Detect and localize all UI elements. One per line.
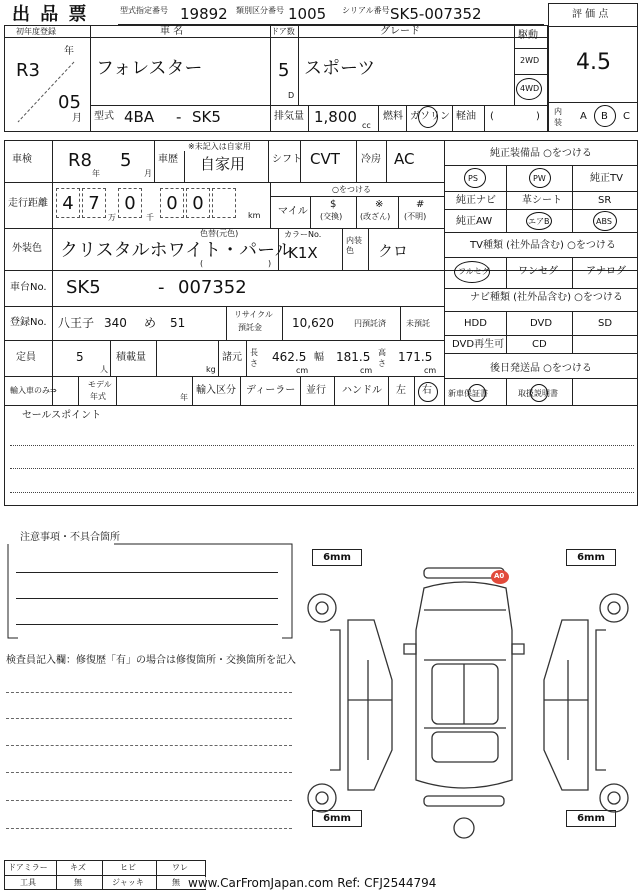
mileage-digit-1: 4 bbox=[56, 188, 80, 218]
width-unit: cm bbox=[360, 366, 373, 375]
height-value: 171.5 bbox=[398, 350, 433, 364]
recycle-label-2: 預託金 bbox=[238, 323, 262, 332]
drive-4wd: 4WD bbox=[520, 84, 540, 93]
shift-value: CVT bbox=[310, 150, 340, 168]
drive-2wd: 2WD bbox=[520, 56, 540, 65]
import-dealer: ディーラー bbox=[246, 385, 296, 396]
first-reg-label: 初年度登録 bbox=[16, 27, 56, 36]
capacity-value: 5 bbox=[76, 350, 84, 364]
length-unit: cm bbox=[296, 366, 309, 375]
width-value: 181.5 bbox=[336, 350, 371, 364]
later-title: 後日発送品 ○をつける bbox=[490, 363, 592, 374]
score-value: 4.5 bbox=[576, 50, 611, 75]
later-warranty: 新車保証書 bbox=[448, 389, 488, 398]
import-label: 輸入車のみ⇒ bbox=[10, 386, 57, 395]
handle-label: ハンドル bbox=[342, 385, 382, 396]
watermark: www.CarFromJapan.com Ref: CFJ2544794 bbox=[188, 876, 437, 890]
ac-label: 冷房 bbox=[361, 154, 381, 165]
notes-bracket bbox=[4, 538, 296, 644]
color-sub: 色替(元色) bbox=[200, 229, 239, 238]
displacement-value: 1,800 bbox=[314, 108, 357, 126]
import-model-year-1: モデル bbox=[88, 380, 112, 389]
tire-rear-right: 6mm bbox=[566, 810, 616, 827]
mileage-opt-unknown: (不明) bbox=[404, 212, 427, 221]
inspector-label: 検査員記入欄：修復歴「有」の場合は修復箇所・交換箇所を記入 bbox=[6, 655, 296, 666]
chassis-number: 007352 bbox=[178, 277, 247, 298]
first-reg-month: 05 bbox=[58, 92, 81, 113]
tv-analog: アナログ bbox=[586, 266, 626, 277]
handle-right: 右 bbox=[422, 385, 432, 396]
tire-rear-left: 6mm bbox=[312, 810, 362, 827]
serial-label: シリアル番号 bbox=[342, 6, 390, 15]
import-parallel: 並行 bbox=[306, 385, 326, 396]
handle-circle bbox=[418, 382, 438, 402]
first-reg-divider bbox=[14, 58, 78, 128]
grade-label: グレード bbox=[380, 26, 420, 37]
import-cat-label: 輸入区分 bbox=[196, 385, 236, 396]
tire-front-left: 6mm bbox=[312, 549, 362, 566]
model-value2: SK5 bbox=[192, 108, 221, 126]
capacity-label: 定員 bbox=[16, 352, 36, 363]
tv-title: TV種類 (社外品含む) ○をつける bbox=[470, 240, 616, 251]
legend-crack: ヒビ bbox=[120, 863, 136, 872]
legend-jack: ジャッキ bbox=[112, 878, 144, 887]
unregistered-note: ※未記入は自家用 bbox=[188, 142, 251, 151]
equip-abs: ABS bbox=[596, 217, 612, 226]
equip-airbag: エアB bbox=[528, 217, 550, 226]
interior-grade-label: 内装 bbox=[554, 107, 562, 127]
equip-pw: PW bbox=[533, 174, 546, 183]
mileage-opt-tamper-mark: ※ bbox=[375, 199, 384, 210]
length-value: 462.5 bbox=[272, 350, 307, 364]
mileage-digit-6 bbox=[212, 188, 236, 218]
ac-value: AC bbox=[394, 150, 415, 168]
legend-mirror: ドアミラー bbox=[8, 863, 48, 872]
model-dash: - bbox=[176, 108, 182, 126]
equip-pw-circle bbox=[529, 168, 551, 188]
fuel-paren-close: ) bbox=[536, 111, 540, 122]
mileage-man: 万 bbox=[108, 213, 116, 222]
mileage-opt-exchange: (交換) bbox=[320, 212, 343, 221]
doors-label: ドア数 bbox=[271, 27, 295, 36]
type-code: 19892 bbox=[180, 5, 228, 23]
serial-number: SK5-007352 bbox=[390, 5, 482, 23]
fuel-label: 燃料 bbox=[383, 111, 403, 122]
displacement-label: 排気量 bbox=[274, 111, 304, 122]
mileage-opt-unknown-mark: # bbox=[416, 199, 425, 210]
doors-value: 5 bbox=[278, 60, 290, 81]
recycle-label-1: リサイクル bbox=[234, 310, 273, 319]
notes-label: 注意事項・不具合箇所 bbox=[20, 532, 120, 543]
recycle-unpaid: 未預託 bbox=[406, 319, 430, 328]
form-title: 出 品 票 bbox=[12, 4, 89, 25]
legend-scratch: キズ bbox=[70, 863, 86, 872]
reg-num1: 340 bbox=[104, 316, 127, 330]
equipment-title: 純正装備品 ○をつける bbox=[490, 148, 592, 159]
equip-aw: 純正AW bbox=[456, 216, 493, 227]
history-label: 車歴 bbox=[158, 154, 178, 165]
reg-city: 八王子 bbox=[58, 316, 95, 330]
sales-point-label: セールスポイント bbox=[22, 410, 102, 421]
interior-grade-c: C bbox=[623, 111, 630, 122]
tv-fullseg-circle bbox=[454, 261, 490, 283]
import-model-year-2: 年式 bbox=[90, 392, 106, 401]
tv-fullseg: フルセグ bbox=[458, 267, 490, 276]
capacity-unit: 人 bbox=[100, 365, 108, 374]
color-code: K1X bbox=[288, 244, 318, 262]
legend-tools-value: 無 bbox=[74, 878, 82, 887]
score-label: 評 価 点 bbox=[572, 9, 609, 20]
doors-sub: D bbox=[288, 91, 295, 100]
load-unit: kg bbox=[206, 365, 216, 374]
navi-title: ナビ種類 (社外品含む) ○をつける bbox=[470, 292, 623, 303]
equip-abs-circle bbox=[593, 211, 617, 231]
color-value: クリスタルホワイト・パール bbox=[60, 240, 293, 261]
fuel-circle bbox=[418, 106, 438, 128]
later-warranty-circle bbox=[468, 384, 486, 402]
equip-sr: SR bbox=[598, 195, 612, 206]
drive-circle bbox=[516, 78, 542, 100]
inspection-era: R8 bbox=[68, 150, 92, 171]
mileage-digit-3: 0 bbox=[118, 188, 142, 218]
inspection-label: 車検 bbox=[12, 154, 32, 165]
legend-break: ワレ bbox=[172, 863, 188, 872]
import-year-unit: 年 bbox=[180, 393, 188, 402]
interior-grade-a: A bbox=[580, 111, 587, 122]
mileage-opt-tamper: (改ざん) bbox=[360, 212, 391, 221]
navi-cd: CD bbox=[532, 339, 547, 350]
type-code-label: 型式指定番号 bbox=[120, 6, 168, 15]
color-paren-close: ) bbox=[268, 259, 272, 268]
height-unit: cm bbox=[424, 366, 437, 375]
model-label: 型式 bbox=[94, 111, 114, 122]
mileage-circle-note: ○をつける bbox=[332, 185, 371, 194]
dims-label: 諸元 bbox=[222, 352, 242, 363]
tire-front-right: 6mm bbox=[566, 549, 616, 566]
history-value: 自家用 bbox=[200, 155, 246, 173]
first-reg-month-unit: 月 bbox=[72, 113, 82, 124]
interior-grade-b: B bbox=[601, 111, 608, 122]
width-label: 幅 bbox=[314, 352, 324, 363]
equip-airbag-circle bbox=[526, 212, 552, 230]
navi-sd: SD bbox=[598, 318, 613, 329]
reg-kana: め bbox=[144, 316, 157, 330]
equip-leather: 革シート bbox=[522, 195, 562, 206]
mileage-unit: km bbox=[248, 211, 261, 220]
tv-oneseg: ワンセグ bbox=[518, 266, 558, 277]
later-manual-circle bbox=[530, 384, 548, 402]
inspection-month-unit: 月 bbox=[144, 169, 152, 178]
reg-num2: 51 bbox=[170, 316, 186, 330]
later-manual: 取扱説明書 bbox=[518, 389, 558, 398]
model-value: 4BA bbox=[124, 108, 155, 126]
fuel-diesel: 軽油 bbox=[456, 111, 476, 122]
inspection-year: 5 bbox=[120, 150, 132, 171]
damage-mark: A0 bbox=[494, 572, 505, 580]
mileage-sen: 千 bbox=[146, 213, 154, 222]
car-name: フォレスター bbox=[96, 58, 203, 79]
chassis-prefix: SK5 bbox=[66, 277, 101, 298]
mileage-mile: マイル bbox=[278, 206, 308, 217]
first-reg-era: R3 bbox=[16, 60, 40, 81]
navi-dvd: DVD bbox=[530, 318, 553, 329]
load-label: 積載量 bbox=[116, 352, 146, 363]
displacement-unit: cc bbox=[362, 121, 371, 130]
mileage-digit-5: 0 bbox=[186, 188, 210, 218]
handle-left: 左 bbox=[396, 385, 406, 396]
height-label: 高さ bbox=[378, 348, 386, 368]
car-name-label: 車 名 bbox=[160, 26, 184, 37]
drive-label: 駆動 bbox=[518, 30, 538, 41]
color-code-label: カラーNo. bbox=[284, 230, 322, 239]
equip-navi: 純正ナビ bbox=[456, 195, 496, 206]
equip-ps: PS bbox=[468, 174, 478, 183]
interior-grade-circle bbox=[594, 105, 616, 127]
registration-label: 登録No. bbox=[10, 317, 47, 328]
car-damage-diagram bbox=[300, 560, 636, 840]
length-label: 長さ bbox=[250, 348, 258, 368]
class-code: 1005 bbox=[288, 5, 327, 23]
fuel-paren-open: ( bbox=[490, 111, 494, 122]
navi-dvd-play: DVD再生可 bbox=[452, 339, 505, 350]
color-label: 外装色 bbox=[12, 243, 42, 254]
color-paren-open: ( bbox=[200, 259, 204, 268]
grade-value: スポーツ bbox=[304, 58, 376, 79]
mileage-label: 走行距離 bbox=[8, 198, 48, 209]
chassis-dash: - bbox=[158, 277, 165, 298]
navi-hdd: HDD bbox=[464, 318, 487, 329]
fuel-gasoline: ガソリン bbox=[410, 111, 450, 122]
recycle-value: 10,620 bbox=[292, 316, 334, 330]
equip-ps-circle bbox=[464, 168, 486, 188]
inspection-year-unit: 年 bbox=[92, 169, 100, 178]
first-reg-year-unit: 年 bbox=[64, 46, 74, 57]
mileage-digit-2: 7 bbox=[82, 188, 106, 218]
legend-tools: 工具 bbox=[20, 878, 36, 887]
mileage-opt-exchange-mark: $ bbox=[330, 199, 337, 210]
chassis-label: 車台No. bbox=[10, 282, 47, 293]
shift-label: シフト bbox=[272, 154, 302, 165]
legend-jack-value: 無 bbox=[172, 878, 180, 887]
recycle-deposited: 円預託済 bbox=[354, 319, 386, 328]
interior-color: クロ bbox=[378, 242, 409, 260]
class-code-label: 類別区分番号 bbox=[236, 6, 284, 15]
interior-color-label: 内装色 bbox=[346, 236, 362, 255]
mileage-digit-4: 0 bbox=[160, 188, 184, 218]
equip-tv: 純正TV bbox=[590, 173, 623, 184]
